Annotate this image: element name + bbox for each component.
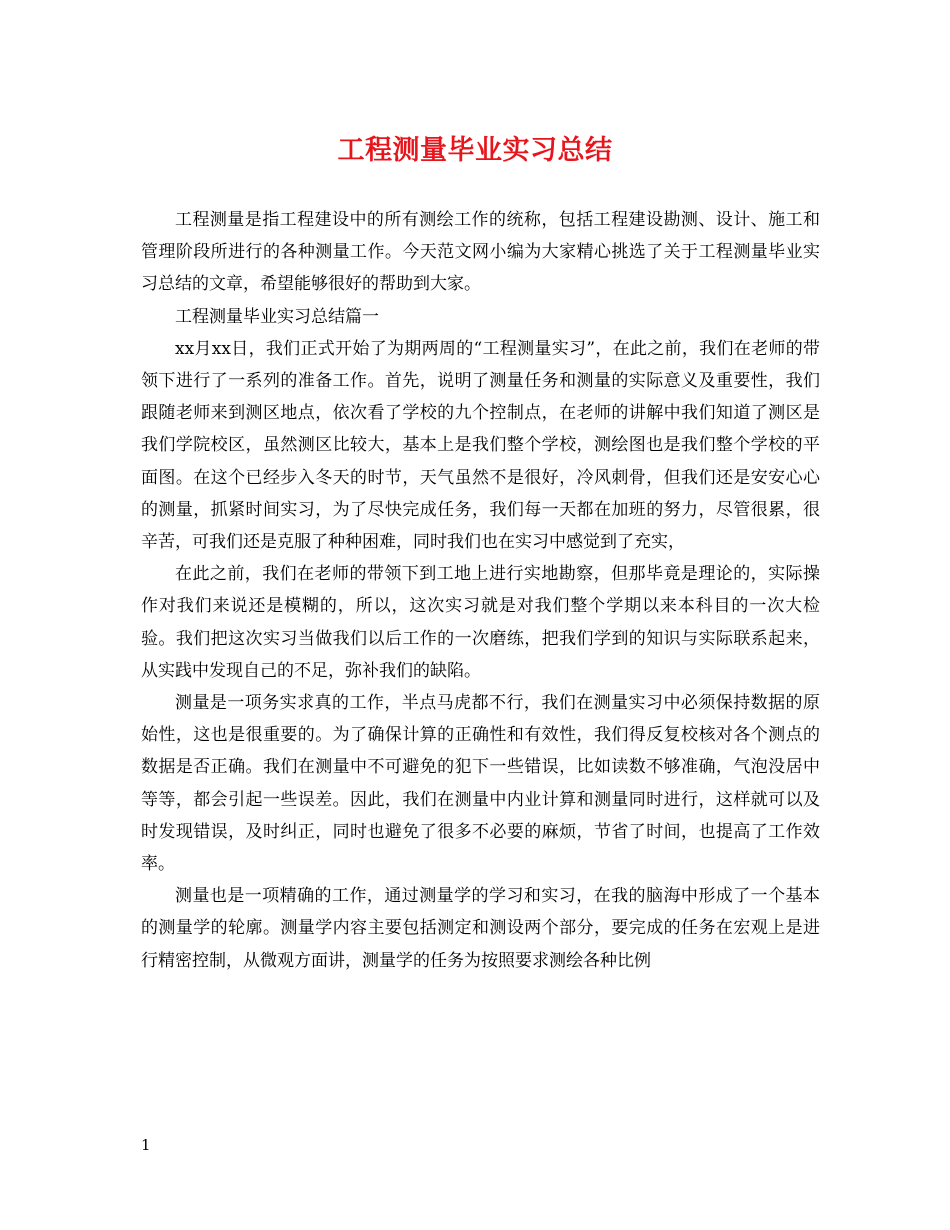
section-heading: 工程测量毕业实习总结篇一	[175, 306, 379, 327]
paragraph-intro: 工程测量是指工程建设中的所有测绘工作的统称，包括工程建设勘测、设计、施工和管理阶段所进行的各种测量工作。今天范文网小编为大家精心挑选了关于工程测量毕业实习总结的文章，希望能够很好的帮助到大家。	[141, 210, 820, 295]
document-title: 工程测量毕业实习总结	[337, 135, 613, 166]
page-number: 1	[141, 1136, 151, 1154]
paragraph-2: 在此之前，我们在老师的带领下到工地上进行实地勘察，但那毕竟是理论的，实际操作对我们来说还是模糊的，所以，这次实习就是对我们整个学期以来本科目的一次大检验。我们把这次实习当做我们以后工作的一次磨练，把我们学到的知识与实际联系起来，从实践中发现自己的不足，弥补我们的缺陷。	[141, 564, 820, 681]
paragraph-1: xx月xx日，我们正式开始了为期两周的“工程测量实习”，在此之前，我们在老师的带领下进行了一系列的准备工作。首先，说明了测量任务和测量的实际意义及重要性，我们跟随老师来到测区地点，依次看了学校的九个控制点，在老师的讲解中我们知道了测区是我们学院校区，虽然测区比较大，基本上是我们整个学校，测绘图也是我们整个学校的平面图。在这个已经步入冬天的时节，天气虽然不是很好，冷风刺骨，但我们还是安安心心的测量，抓紧时间实习，为了尽快完成任务，我们每一天都在加班的努力，尽管很累，很辛苦，可我们还是克服了种种困难，同时我们也在实习中感觉到了充实，	[141, 338, 820, 553]
document-body	[141, 204, 820, 977]
paragraph-3: 测量是一项务实求真的工作，半点马虎都不行，我们在测量实习中必须保持数据的原始性，这也是很重要的。为了确保计算的正确性和有效性，我们得反复校核对各个测点的数据是否正确。我们在测量中不可避免的犯下一些错误，比如读数不够准确，气泡没居中等等，都会引起一些误差。因此，我们在测量中内业计算和测量同时进行，这样就可以及时发现错误，及时纠正，同时也避免了很多不必要的麻烦，节省了时间，也提高了工作效率。	[141, 693, 820, 875]
paragraph-4: 测量也是一项精确的工作，通过测量学的学习和实习，在我的脑海中形成了一个基本的测量学的轮廓。测量学内容主要包括测定和测设两个部分，要完成的任务在宏观上是进行精密控制，从微观方面讲，测量学的任务为按照要求测绘各种比例	[141, 886, 820, 971]
